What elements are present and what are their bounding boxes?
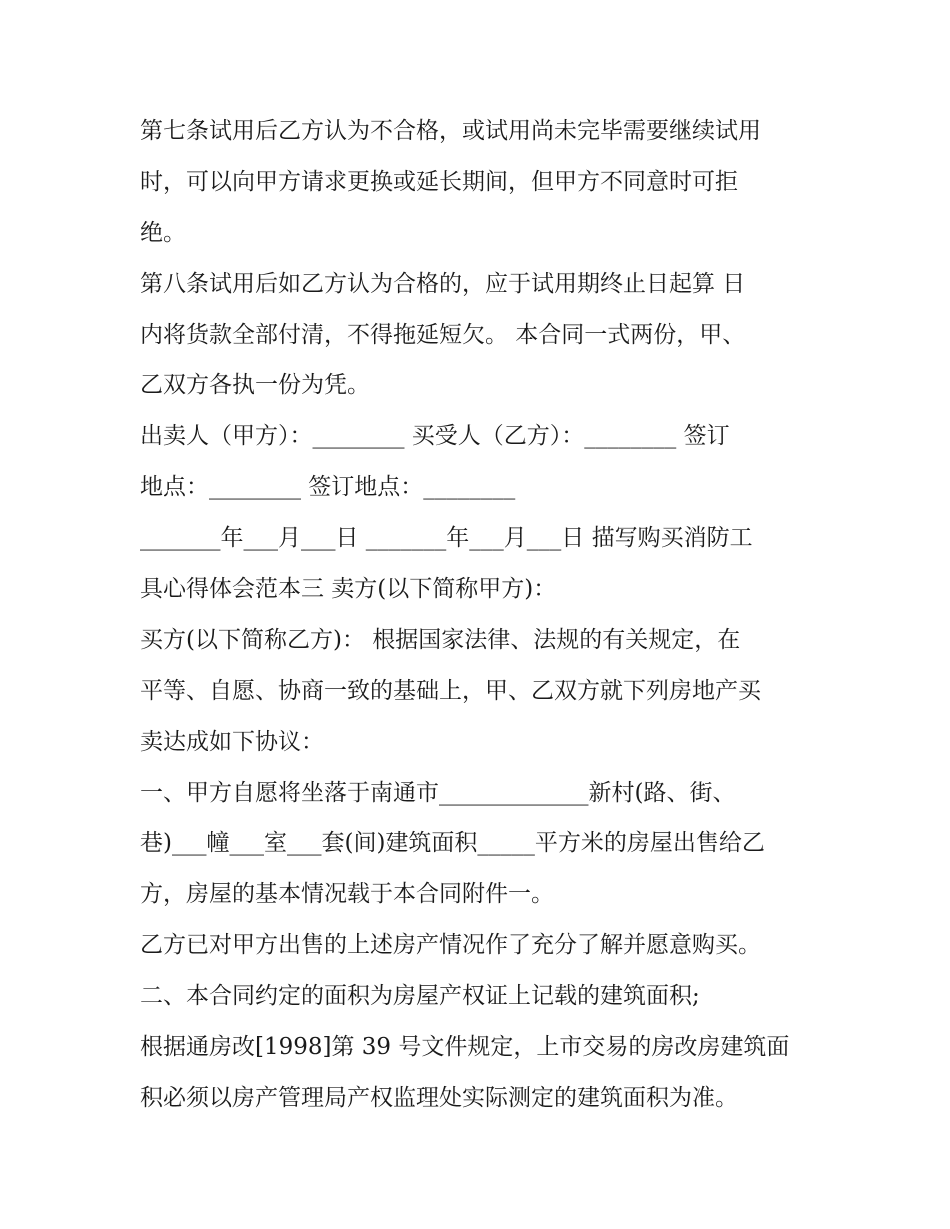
text-line: 一、甲方自愿将坐落于南通市_____________新村(路、街、: [140, 779, 736, 806]
document-body: [140, 106, 830, 1124]
text-line: 买方(以下简称乙方)： 根据国家法律、法规的有关规定，在: [140, 626, 741, 653]
text-line: 乙方已对甲方出售的上述房产情况作了充分了解并愿意购买。: [140, 932, 761, 959]
text-line: 绝。: [140, 219, 186, 246]
text-line: 巷)___幢___室___套(间)建筑面积_____平方米的房屋出售给乙: [140, 830, 765, 857]
text-line: 方，房屋的基本情况载于本合同附件一。: [140, 881, 554, 908]
text-line: 积必须以房产管理局产权监理处实际测定的建筑面积为准。: [140, 1084, 738, 1111]
text-line: 内将货款全部付清，不得拖延短欠。 本合同一式两份，甲、: [140, 321, 746, 348]
text-line: 具心得体会范本三 卖方(以下简称甲方)：: [140, 576, 557, 603]
text-line: 二、本合同约定的面积为房屋产权证上记载的建筑面积;: [140, 983, 700, 1010]
text-line: 时，可以向甲方请求更换或延长期间，但甲方不同意时可拒: [140, 168, 738, 195]
text-line: 平等、自愿、协商一致的基础上，甲、乙双方就下列房地产买: [140, 677, 761, 704]
text-line: _______年___月___日 _______年___月___日 描写购买消防工: [140, 525, 753, 552]
text-line: 第七条试用后乙方认为不合格，或试用尚未完毕需要继续试用: [140, 118, 761, 144]
text-line: 出卖人（甲方）：________ 买受人（乙方）：________ 签订: [140, 423, 730, 450]
text-line: 第八条试用后如乙方认为合格的，应于试用期终止日起算 日: [140, 270, 746, 297]
text-line: 乙双方各执一份为凭。: [140, 372, 370, 399]
text-line: 地点：________ 签订地点：________: [140, 474, 516, 501]
text-line: 卖达成如下协议：: [140, 728, 324, 755]
text-line: 根据通房改[1998]第 39 号文件规定，上市交易的房改房建筑面: [140, 1034, 790, 1061]
